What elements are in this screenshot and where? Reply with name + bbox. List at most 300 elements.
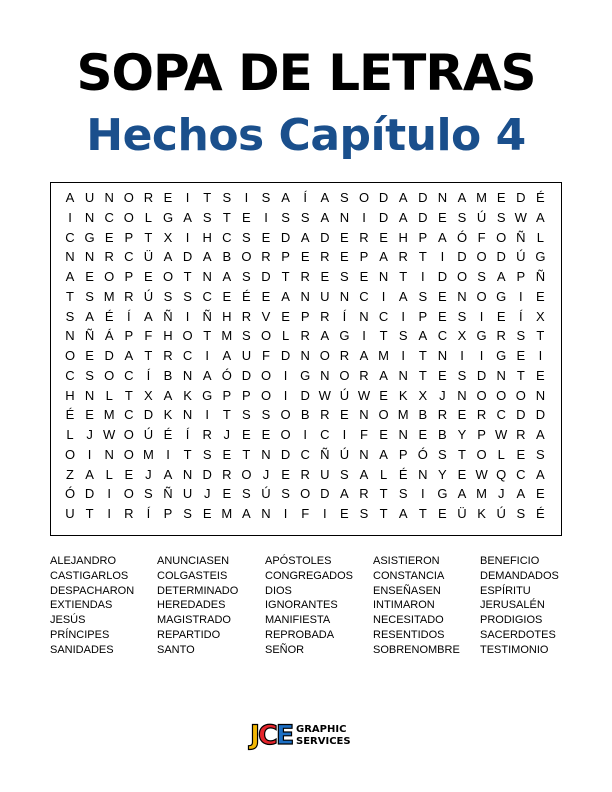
grid-letter[interactable]: R (437, 407, 448, 423)
grid-letter[interactable]: L (105, 466, 113, 482)
grid-letter[interactable]: R (516, 427, 526, 442)
grid-letter[interactable]: P (418, 229, 428, 245)
grid-letter[interactable]: Í (342, 308, 347, 324)
grid-letter[interactable]: P (124, 269, 134, 284)
grid-letter[interactable]: K (477, 506, 486, 521)
grid-letter[interactable]: Ó (456, 229, 468, 245)
grid-letter[interactable]: N (182, 407, 193, 423)
grid-letter[interactable]: S (281, 209, 290, 225)
grid-letter[interactable]: O (476, 446, 487, 462)
grid-letter[interactable]: N (202, 269, 212, 284)
grid-letter[interactable]: E (418, 427, 428, 442)
grid-letter[interactable]: B (438, 427, 447, 442)
grid-letter[interactable]: O (182, 328, 193, 344)
grid-letter[interactable]: É (242, 288, 251, 304)
grid-letter[interactable]: E (104, 229, 114, 245)
grid-letter[interactable]: I (518, 288, 523, 304)
grid-letter[interactable]: S (398, 486, 408, 502)
grid-letter[interactable]: O (123, 190, 134, 205)
grid-letter[interactable]: Ó (64, 486, 76, 502)
grid-letter[interactable]: A (320, 209, 330, 225)
grid-letter[interactable]: R (300, 269, 310, 284)
grid-letter[interactable]: N (437, 348, 448, 363)
grid-letter[interactable]: S (281, 486, 290, 502)
grid-letter[interactable]: M (221, 328, 233, 344)
grid-letter[interactable]: O (496, 229, 507, 245)
grid-letter[interactable]: O (378, 407, 389, 423)
grid-letter[interactable]: A (340, 486, 349, 502)
grid-letter[interactable]: Z (66, 466, 74, 482)
grid-letter[interactable]: N (84, 249, 95, 265)
grid-letter[interactable]: H (202, 229, 212, 245)
grid-letter[interactable]: R (320, 249, 330, 265)
grid-letter[interactable]: A (281, 190, 290, 205)
grid-letter[interactable]: W (357, 387, 371, 403)
grid-letter[interactable]: M (142, 446, 154, 462)
grid-letter[interactable]: D (280, 229, 291, 245)
grid-letter[interactable]: P (398, 446, 408, 462)
grid-letter[interactable]: G (535, 249, 546, 265)
grid-letter[interactable]: C (202, 288, 212, 304)
grid-letter[interactable]: E (281, 466, 290, 482)
grid-letter[interactable]: A (536, 466, 545, 482)
grid-letter[interactable]: Ú (339, 446, 350, 462)
grid-letter[interactable]: O (339, 367, 350, 383)
grid-letter[interactable]: E (496, 308, 506, 324)
grid-letter[interactable]: I (205, 407, 209, 423)
grid-letter[interactable]: R (320, 407, 330, 423)
grid-letter[interactable]: E (438, 367, 447, 383)
grid-letter[interactable]: N (320, 367, 330, 383)
grid-letter[interactable]: S (85, 288, 94, 304)
grid-letter[interactable]: R (339, 348, 350, 363)
grid-letter[interactable]: S (418, 288, 428, 304)
grid-letter[interactable]: C (378, 308, 389, 324)
grid-letter[interactable]: E (261, 229, 271, 245)
grid-letter[interactable]: E (536, 367, 545, 383)
grid-letter[interactable]: É (65, 407, 75, 423)
grid-letter[interactable]: T (85, 506, 94, 521)
grid-letter[interactable]: A (398, 288, 408, 304)
grid-letter[interactable]: R (359, 229, 369, 245)
grid-letter[interactable]: I (401, 308, 405, 324)
grid-letter[interactable]: A (202, 249, 212, 265)
grid-letter[interactable]: N (182, 367, 193, 383)
grid-letter[interactable]: A (85, 308, 94, 324)
grid-letter[interactable]: S (183, 288, 192, 304)
grid-letter[interactable]: A (398, 506, 408, 521)
grid-letter[interactable]: C (65, 229, 75, 245)
grid-letter[interactable]: S (65, 308, 75, 324)
grid-letter[interactable]: Ú (143, 427, 154, 442)
grid-letter[interactable]: D (241, 367, 252, 383)
grid-letter[interactable]: N (398, 367, 408, 383)
grid-letter[interactable]: K (163, 407, 173, 423)
grid-letter[interactable]: I (362, 328, 366, 344)
grid-letter[interactable]: C (124, 407, 134, 423)
grid-letter[interactable]: P (477, 427, 486, 442)
grid-letter[interactable]: T (203, 190, 212, 205)
grid-letter[interactable]: E (85, 269, 94, 284)
grid-letter[interactable]: J (497, 486, 505, 502)
grid-letter[interactable]: E (379, 229, 388, 245)
grid-letter[interactable]: X (418, 387, 428, 403)
grid-letter[interactable]: T (144, 348, 153, 363)
grid-letter[interactable]: É (536, 190, 545, 205)
grid-letter[interactable]: I (322, 506, 327, 521)
grid-letter[interactable]: W (495, 427, 508, 442)
grid-letter[interactable]: G (496, 288, 507, 304)
grid-letter[interactable]: D (418, 190, 428, 205)
grid-letter[interactable]: E (438, 308, 447, 324)
grid-letter[interactable]: D (457, 249, 467, 265)
grid-letter[interactable]: P (222, 387, 232, 403)
grid-letter[interactable]: I (264, 209, 268, 225)
grid-letter[interactable]: T (222, 209, 231, 225)
grid-letter[interactable]: C (222, 229, 232, 245)
grid-letter[interactable]: F (262, 348, 270, 363)
grid-letter[interactable]: B (418, 407, 428, 423)
grid-letter[interactable]: R (124, 288, 134, 304)
grid-letter[interactable]: I (420, 269, 425, 284)
grid-letter[interactable]: J (223, 427, 231, 442)
grid-letter[interactable]: T (418, 367, 427, 383)
grid-letter[interactable]: M (397, 407, 409, 423)
grid-letter[interactable]: T (516, 367, 525, 383)
grid-letter[interactable]: Q (496, 466, 507, 482)
grid-letter[interactable]: D (516, 190, 526, 205)
grid-letter[interactable]: T (144, 229, 153, 245)
grid-letter[interactable]: G (300, 367, 311, 383)
grid-letter[interactable]: Ñ (516, 229, 526, 245)
grid-letter[interactable]: I (283, 387, 288, 403)
grid-letter[interactable]: J (86, 427, 93, 442)
grid-letter[interactable]: N (300, 348, 310, 363)
grid-letter[interactable]: R (476, 407, 487, 423)
grid-letter[interactable]: T (536, 328, 545, 344)
grid-letter[interactable]: O (496, 387, 507, 403)
grid-letter[interactable]: O (456, 269, 468, 284)
grid-letter[interactable]: É (104, 308, 114, 324)
grid-letter[interactable]: N (261, 446, 271, 462)
grid-letter[interactable]: O (123, 427, 134, 442)
grid-letter[interactable]: A (398, 190, 408, 205)
grid-letter[interactable]: S (438, 446, 447, 462)
grid-letter[interactable]: L (105, 387, 113, 403)
grid-letter[interactable]: Ó (221, 367, 232, 383)
grid-letter[interactable]: T (242, 446, 251, 462)
grid-letter[interactable]: N (84, 387, 95, 403)
grid-letter[interactable]: M (221, 506, 233, 521)
grid-letter[interactable]: S (242, 269, 251, 284)
grid-letter[interactable]: Ó (417, 446, 428, 462)
grid-letter[interactable]: W (103, 427, 116, 442)
grid-letter[interactable]: D (476, 367, 487, 383)
grid-letter[interactable]: S (202, 209, 212, 225)
grid-letter[interactable]: T (418, 506, 427, 521)
grid-letter[interactable]: X (536, 308, 545, 324)
grid-letter[interactable]: C (496, 407, 506, 423)
grid-letter[interactable]: E (340, 229, 349, 245)
grid-letter[interactable]: S (340, 190, 349, 205)
grid-letter[interactable]: A (85, 466, 94, 482)
grid-letter[interactable]: A (242, 506, 251, 521)
grid-letter[interactable]: E (340, 407, 349, 423)
grid-letter[interactable]: N (104, 446, 114, 462)
grid-letter[interactable]: E (222, 446, 232, 462)
grid-letter[interactable]: H (398, 229, 408, 245)
grid-letter[interactable]: D (496, 249, 506, 265)
grid-letter[interactable]: E (85, 348, 94, 363)
grid-letter[interactable]: B (300, 407, 310, 423)
grid-letter[interactable]: A (516, 486, 526, 502)
grid-letter[interactable]: S (359, 506, 369, 521)
grid-letter[interactable]: I (401, 348, 405, 363)
grid-letter[interactable]: I (362, 209, 366, 225)
grid-letter[interactable]: G (476, 328, 487, 344)
grid-letter[interactable]: A (496, 269, 506, 284)
grid-letter[interactable]: J (439, 387, 446, 403)
grid-letter[interactable]: Y (438, 466, 447, 482)
grid-letter[interactable]: D (182, 249, 193, 265)
grid-letter[interactable]: A (398, 209, 408, 225)
grid-letter[interactable]: N (65, 249, 75, 265)
grid-letter[interactable]: D (300, 387, 310, 403)
grid-letter[interactable]: N (418, 466, 428, 482)
grid-letter[interactable]: C (104, 209, 114, 225)
grid-letter[interactable]: R (359, 486, 369, 502)
grid-letter[interactable]: O (476, 249, 487, 265)
grid-letter[interactable]: O (123, 446, 134, 462)
grid-letter[interactable]: C (124, 249, 134, 265)
grid-letter[interactable]: T (379, 328, 388, 344)
grid-letter[interactable]: O (260, 328, 272, 344)
grid-letter[interactable]: L (144, 209, 152, 225)
grid-letter[interactable]: C (320, 427, 330, 442)
grid-letter[interactable]: N (65, 328, 75, 344)
grid-letter[interactable]: G (437, 486, 448, 502)
grid-letter[interactable]: R (202, 427, 212, 442)
grid-letter[interactable]: U (241, 348, 252, 363)
grid-letter[interactable]: Í (185, 427, 190, 442)
grid-letter[interactable]: B (163, 367, 173, 383)
grid-letter[interactable]: D (202, 466, 212, 482)
grid-letter[interactable]: E (144, 269, 153, 284)
grid-letter[interactable]: T (418, 348, 427, 363)
grid-letter[interactable]: L (66, 427, 74, 442)
grid-letter[interactable]: I (479, 348, 484, 363)
grid-letter[interactable]: B (222, 249, 232, 265)
grid-letter[interactable]: O (319, 348, 330, 363)
grid-letter[interactable]: I (205, 348, 209, 363)
grid-letter[interactable]: P (124, 328, 134, 344)
grid-letter[interactable]: F (360, 427, 368, 442)
grid-letter[interactable]: T (66, 288, 74, 304)
grid-letter[interactable]: C (300, 446, 310, 462)
grid-letter[interactable]: C (359, 288, 369, 304)
grid-letter[interactable]: A (379, 446, 388, 462)
grid-letter[interactable]: J (262, 466, 270, 482)
grid-letter[interactable]: D (280, 348, 291, 363)
grid-letter[interactable]: N (300, 288, 310, 304)
grid-letter[interactable]: I (479, 308, 484, 324)
grid-letter[interactable]: T (379, 506, 388, 521)
grid-letter[interactable]: N (261, 506, 271, 521)
grid-letter[interactable]: N (496, 367, 506, 383)
grid-letter[interactable]: R (124, 506, 134, 521)
grid-letter[interactable]: E (516, 348, 526, 363)
grid-letter[interactable]: R (261, 249, 271, 265)
grid-letter[interactable]: Ü (143, 249, 154, 265)
grid-letter[interactable]: H (65, 387, 75, 403)
grid-letter[interactable]: E (457, 466, 467, 482)
grid-letter[interactable]: U (65, 506, 75, 521)
grid-letter[interactable]: S (340, 269, 349, 284)
grid-letter[interactable]: R (320, 308, 330, 324)
grid-letter[interactable]: C (182, 348, 193, 363)
grid-letter[interactable]: I (185, 190, 190, 205)
grid-letter[interactable]: E (438, 288, 447, 304)
grid-letter[interactable]: T (222, 407, 231, 423)
grid-letter[interactable]: E (340, 506, 349, 521)
grid-letter[interactable]: I (303, 427, 307, 442)
grid-letter[interactable]: A (320, 328, 330, 344)
grid-letter[interactable]: J (203, 486, 211, 502)
grid-letter[interactable]: F (301, 506, 310, 521)
grid-letter[interactable]: S (242, 486, 251, 502)
grid-letter[interactable]: U (182, 486, 193, 502)
grid-letter[interactable]: D (104, 348, 114, 363)
grid-letter[interactable]: S (516, 328, 526, 344)
grid-letter[interactable]: R (222, 466, 232, 482)
grid-letter[interactable]: A (536, 209, 545, 225)
grid-letter[interactable]: E (202, 506, 212, 521)
grid-letter[interactable]: I (244, 190, 249, 205)
grid-letter[interactable]: E (496, 190, 506, 205)
grid-letter[interactable]: C (437, 328, 448, 344)
grid-letter[interactable]: P (281, 249, 290, 265)
grid-letter[interactable]: E (242, 427, 251, 442)
grid-letter[interactable]: R (398, 249, 408, 265)
grid-letter[interactable]: A (457, 486, 467, 502)
grid-letter[interactable]: D (535, 407, 546, 423)
grid-letter[interactable]: S (144, 486, 153, 502)
grid-letter[interactable]: A (144, 308, 153, 324)
grid-letter[interactable]: A (222, 269, 232, 284)
grid-letter[interactable]: I (283, 506, 288, 521)
grid-letter[interactable]: S (398, 328, 408, 344)
grid-letter[interactable]: E (457, 407, 467, 423)
grid-letter[interactable]: I (538, 348, 543, 363)
grid-letter[interactable]: E (300, 249, 310, 265)
grid-letter[interactable]: D (84, 486, 95, 502)
grid-letter[interactable]: E (320, 269, 330, 284)
grid-letter[interactable]: E (222, 486, 232, 502)
grid-letter[interactable]: Ñ (535, 269, 546, 284)
grid-letter[interactable]: Ú (496, 506, 506, 521)
grid-letter[interactable]: N (457, 288, 467, 304)
grid-letter[interactable]: T (203, 328, 212, 344)
grid-letter[interactable]: O (64, 446, 76, 462)
grid-letter[interactable]: S (457, 308, 467, 324)
grid-letter[interactable]: S (183, 506, 192, 521)
grid-letter[interactable]: I (87, 446, 92, 462)
grid-letter[interactable]: D (143, 407, 154, 423)
grid-letter[interactable]: N (437, 190, 448, 205)
grid-letter[interactable]: E (222, 288, 232, 304)
grid-letter[interactable]: L (536, 229, 544, 245)
grid-letter[interactable]: Ú (261, 486, 271, 502)
grid-letter[interactable]: X (163, 229, 173, 245)
grid-letter[interactable]: O (515, 387, 526, 403)
grid-letter[interactable]: L (281, 328, 290, 344)
grid-letter[interactable]: E (536, 486, 545, 502)
grid-letter[interactable]: É (536, 506, 545, 521)
grid-letter[interactable]: P (124, 229, 134, 245)
grid-letter[interactable]: R (104, 249, 114, 265)
grid-letter[interactable]: E (516, 446, 526, 462)
grid-letter[interactable]: R (241, 308, 252, 324)
grid-letter[interactable]: R (300, 466, 310, 482)
grid-letter[interactable]: A (65, 190, 75, 205)
grid-letter[interactable]: I (185, 229, 190, 245)
grid-letter[interactable]: M (103, 407, 115, 423)
grid-letter[interactable]: S (477, 269, 486, 284)
grid-letter[interactable]: O (162, 269, 174, 284)
grid-letter[interactable]: T (379, 486, 388, 502)
grid-letter[interactable]: P (516, 269, 526, 284)
grid-letter[interactable]: V (261, 308, 271, 324)
grid-letter[interactable]: A (183, 209, 192, 225)
grid-letter[interactable]: Í (146, 506, 151, 521)
grid-letter[interactable]: M (378, 348, 390, 363)
grid-letter[interactable]: O (476, 288, 487, 304)
grid-letter[interactable]: E (261, 427, 271, 442)
grid-letter[interactable]: O (104, 269, 115, 284)
grid-letter[interactable]: J (145, 466, 152, 482)
grid-letter[interactable]: E (340, 249, 349, 265)
grid-letter[interactable]: E (163, 190, 173, 205)
grid-letter[interactable]: O (358, 190, 370, 205)
grid-letter[interactable]: O (260, 387, 272, 403)
grid-letter[interactable]: A (163, 249, 173, 265)
grid-letter[interactable]: C (516, 466, 526, 482)
grid-letter[interactable]: E (242, 209, 251, 225)
grid-letter[interactable]: P (163, 506, 173, 521)
grid-letter[interactable]: I (381, 288, 386, 304)
grid-letter[interactable]: Ú (516, 249, 526, 265)
grid-letter[interactable]: O (241, 466, 252, 482)
grid-letter[interactable]: D (280, 446, 291, 462)
grid-letter[interactable]: S (457, 209, 467, 225)
grid-letter[interactable]: D (320, 229, 330, 245)
grid-letter[interactable]: O (64, 348, 76, 363)
grid-letter[interactable]: R (163, 348, 173, 363)
grid-letter[interactable]: N (84, 209, 95, 225)
grid-letter[interactable]: A (438, 229, 447, 245)
grid-letter[interactable]: T (418, 249, 427, 265)
grid-letter[interactable]: Ü (457, 506, 467, 521)
grid-letter[interactable]: A (320, 190, 330, 205)
grid-letter[interactable]: G (84, 229, 95, 245)
grid-letter[interactable]: O (260, 367, 272, 383)
grid-letter[interactable]: Í (303, 190, 307, 205)
grid-letter[interactable]: G (162, 209, 174, 225)
letter-grid[interactable] (50, 182, 562, 536)
grid-letter[interactable]: S (222, 190, 232, 205)
grid-letter[interactable]: A (202, 367, 212, 383)
grid-letter[interactable]: Ñ (202, 308, 212, 324)
